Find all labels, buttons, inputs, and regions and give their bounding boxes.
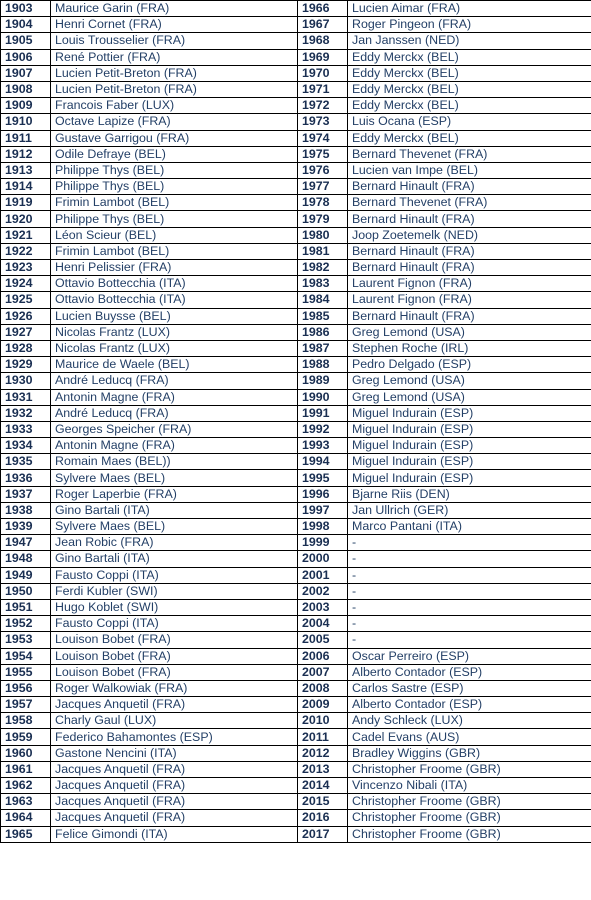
left-winner-cell: Romain Maes (BEL)) bbox=[51, 454, 298, 470]
left-winner-cell: Antonin Magne (FRA) bbox=[51, 389, 298, 405]
table-row bbox=[1, 276, 591, 292]
left-winner-cell: Nicolas Frantz (LUX) bbox=[51, 340, 298, 356]
right-year-cell: 1975 bbox=[298, 146, 348, 162]
right-winner-cell: Cadel Evans (AUS) bbox=[348, 729, 591, 745]
table-row bbox=[1, 729, 591, 745]
right-year-cell: 1972 bbox=[298, 98, 348, 114]
left-year-cell: 1927 bbox=[1, 324, 51, 340]
right-winner-cell: Bjarne Riis (DEN) bbox=[348, 486, 591, 502]
table-row bbox=[1, 308, 591, 324]
left-winner-cell: Jacques Anquetil (FRA) bbox=[51, 810, 298, 826]
left-winner-cell: Felice Gimondi (ITA) bbox=[51, 826, 298, 842]
left-winner-cell: Maurice Garin (FRA) bbox=[51, 1, 298, 17]
right-winner-cell: Andy Schleck (LUX) bbox=[348, 713, 591, 729]
left-year-cell: 1949 bbox=[1, 567, 51, 583]
left-winner-cell: Hugo Koblet (SWI) bbox=[51, 599, 298, 615]
right-year-cell: 1974 bbox=[298, 130, 348, 146]
left-winner-cell: Georges Speicher (FRA) bbox=[51, 421, 298, 437]
table-row bbox=[1, 583, 591, 599]
right-winner-cell: - bbox=[348, 599, 591, 615]
table-row bbox=[1, 195, 591, 211]
right-winner-cell: Pedro Delgado (ESP) bbox=[348, 357, 591, 373]
left-year-cell: 1929 bbox=[1, 357, 51, 373]
table-row bbox=[1, 340, 591, 356]
right-winner-cell: Eddy Merckx (BEL) bbox=[348, 49, 591, 65]
table-row bbox=[1, 778, 591, 794]
left-year-cell: 1952 bbox=[1, 616, 51, 632]
table-row bbox=[1, 567, 591, 583]
right-winner-cell: Carlos Sastre (ESP) bbox=[348, 680, 591, 696]
right-winner-cell: Miguel Indurain (ESP) bbox=[348, 470, 591, 486]
left-year-cell: 1937 bbox=[1, 486, 51, 502]
right-year-cell: 1992 bbox=[298, 421, 348, 437]
right-winner-cell: Miguel Indurain (ESP) bbox=[348, 454, 591, 470]
left-year-cell: 1953 bbox=[1, 632, 51, 648]
right-winner-cell: Lucien van Impe (BEL) bbox=[348, 162, 591, 178]
right-winner-cell: - bbox=[348, 583, 591, 599]
right-year-cell: 2016 bbox=[298, 810, 348, 826]
left-year-cell: 1965 bbox=[1, 826, 51, 842]
right-year-cell: 1983 bbox=[298, 276, 348, 292]
right-year-cell: 1998 bbox=[298, 519, 348, 535]
right-winner-cell: Eddy Merckx (BEL) bbox=[348, 65, 591, 81]
left-winner-cell: Antonin Magne (FRA) bbox=[51, 438, 298, 454]
table-row bbox=[1, 745, 591, 761]
table-row bbox=[1, 616, 591, 632]
right-year-cell: 1969 bbox=[298, 49, 348, 65]
table-row bbox=[1, 1, 591, 17]
right-year-cell: 1982 bbox=[298, 260, 348, 276]
left-winner-cell: Lucien Petit-Breton (FRA) bbox=[51, 65, 298, 81]
table-row bbox=[1, 130, 591, 146]
table-row bbox=[1, 373, 591, 389]
left-year-cell: 1926 bbox=[1, 308, 51, 324]
right-winner-cell: Christopher Froome (GBR) bbox=[348, 761, 591, 777]
right-winner-cell: Eddy Merckx (BEL) bbox=[348, 130, 591, 146]
right-year-cell: 1999 bbox=[298, 535, 348, 551]
table-row bbox=[1, 33, 591, 49]
table-row bbox=[1, 65, 591, 81]
left-winner-cell: Louison Bobet (FRA) bbox=[51, 632, 298, 648]
left-year-cell: 1924 bbox=[1, 276, 51, 292]
right-winner-cell: Christopher Froome (GBR) bbox=[348, 794, 591, 810]
right-winner-cell: Marco Pantani (ITA) bbox=[348, 519, 591, 535]
left-year-cell: 1920 bbox=[1, 211, 51, 227]
left-year-cell: 1932 bbox=[1, 405, 51, 421]
left-year-cell: 1962 bbox=[1, 778, 51, 794]
right-winner-cell: Jan Ullrich (GER) bbox=[348, 502, 591, 518]
left-winner-cell: Nicolas Frantz (LUX) bbox=[51, 324, 298, 340]
right-year-cell: 1988 bbox=[298, 357, 348, 373]
left-winner-cell: Gino Bartali (ITA) bbox=[51, 502, 298, 518]
left-year-cell: 1950 bbox=[1, 583, 51, 599]
right-winner-cell: Alberto Contador (ESP) bbox=[348, 697, 591, 713]
right-winner-cell: Luis Ocana (ESP) bbox=[348, 114, 591, 130]
right-winner-cell: Greg Lemond (USA) bbox=[348, 324, 591, 340]
right-winner-cell: Greg Lemond (USA) bbox=[348, 389, 591, 405]
table-row bbox=[1, 324, 591, 340]
table-row bbox=[1, 470, 591, 486]
right-year-cell: 1997 bbox=[298, 502, 348, 518]
right-year-cell: 2010 bbox=[298, 713, 348, 729]
right-winner-cell: Laurent Fignon (FRA) bbox=[348, 276, 591, 292]
left-year-cell: 1931 bbox=[1, 389, 51, 405]
left-year-cell: 1938 bbox=[1, 502, 51, 518]
left-year-cell: 1934 bbox=[1, 438, 51, 454]
table-row bbox=[1, 502, 591, 518]
right-year-cell: 1967 bbox=[298, 17, 348, 33]
right-year-cell: 1979 bbox=[298, 211, 348, 227]
right-winner-cell: Jan Janssen (NED) bbox=[348, 33, 591, 49]
left-year-cell: 1922 bbox=[1, 243, 51, 259]
right-year-cell: 2006 bbox=[298, 648, 348, 664]
right-year-cell: 1971 bbox=[298, 81, 348, 97]
right-year-cell: 1989 bbox=[298, 373, 348, 389]
right-winner-cell: Oscar Perreiro (ESP) bbox=[348, 648, 591, 664]
right-year-cell: 2008 bbox=[298, 680, 348, 696]
left-winner-cell: Octave Lapize (FRA) bbox=[51, 114, 298, 130]
left-year-cell: 1960 bbox=[1, 745, 51, 761]
table-row bbox=[1, 713, 591, 729]
table-row bbox=[1, 551, 591, 567]
left-winner-cell: Charly Gaul (LUX) bbox=[51, 713, 298, 729]
table-row bbox=[1, 211, 591, 227]
right-year-cell: 1966 bbox=[298, 1, 348, 17]
right-year-cell: 1995 bbox=[298, 470, 348, 486]
table-row bbox=[1, 826, 591, 842]
left-winner-cell: André Leducq (FRA) bbox=[51, 373, 298, 389]
left-winner-cell: Ottavio Bottecchia (ITA) bbox=[51, 276, 298, 292]
table-row bbox=[1, 114, 591, 130]
right-winner-cell: Eddy Merckx (BEL) bbox=[348, 81, 591, 97]
left-year-cell: 1909 bbox=[1, 98, 51, 114]
right-winner-cell: Bernard Hinault (FRA) bbox=[348, 260, 591, 276]
left-winner-cell: René Pottier (FRA) bbox=[51, 49, 298, 65]
left-year-cell: 1921 bbox=[1, 227, 51, 243]
table-row bbox=[1, 389, 591, 405]
right-year-cell: 1991 bbox=[298, 405, 348, 421]
left-winner-cell: Jean Robic (FRA) bbox=[51, 535, 298, 551]
left-year-cell: 1939 bbox=[1, 519, 51, 535]
right-year-cell: 1976 bbox=[298, 162, 348, 178]
right-year-cell: 1996 bbox=[298, 486, 348, 502]
table-row bbox=[1, 162, 591, 178]
left-winner-cell: Sylvere Maes (BEL) bbox=[51, 470, 298, 486]
right-year-cell: 2002 bbox=[298, 583, 348, 599]
left-year-cell: 1923 bbox=[1, 260, 51, 276]
left-winner-cell: Henri Pelissier (FRA) bbox=[51, 260, 298, 276]
table-row bbox=[1, 421, 591, 437]
left-winner-cell: Fausto Coppi (ITA) bbox=[51, 567, 298, 583]
left-year-cell: 1963 bbox=[1, 794, 51, 810]
right-year-cell: 1986 bbox=[298, 324, 348, 340]
table-row bbox=[1, 49, 591, 65]
right-year-cell: 1968 bbox=[298, 33, 348, 49]
left-year-cell: 1903 bbox=[1, 1, 51, 17]
left-year-cell: 1913 bbox=[1, 162, 51, 178]
left-year-cell: 1912 bbox=[1, 146, 51, 162]
left-winner-cell: Francois Faber (LUX) bbox=[51, 98, 298, 114]
left-year-cell: 1919 bbox=[1, 195, 51, 211]
right-winner-cell: - bbox=[348, 551, 591, 567]
right-winner-cell: Bernard Hinault (FRA) bbox=[348, 308, 591, 324]
left-winner-cell: Ferdi Kubler (SWI) bbox=[51, 583, 298, 599]
right-year-cell: 2001 bbox=[298, 567, 348, 583]
left-year-cell: 1955 bbox=[1, 664, 51, 680]
right-year-cell: 1990 bbox=[298, 389, 348, 405]
right-winner-cell: Christopher Froome (GBR) bbox=[348, 810, 591, 826]
left-year-cell: 1956 bbox=[1, 680, 51, 696]
right-winner-cell: Bernard Thevenet (FRA) bbox=[348, 146, 591, 162]
right-winner-cell: Lucien Aimar (FRA) bbox=[348, 1, 591, 17]
right-year-cell: 1984 bbox=[298, 292, 348, 308]
right-year-cell: 2007 bbox=[298, 664, 348, 680]
left-year-cell: 1964 bbox=[1, 810, 51, 826]
right-year-cell: 2004 bbox=[298, 616, 348, 632]
left-year-cell: 1925 bbox=[1, 292, 51, 308]
left-winner-cell: Gustave Garrigou (FRA) bbox=[51, 130, 298, 146]
right-year-cell: 1978 bbox=[298, 195, 348, 211]
left-winner-cell: Frimin Lambot (BEL) bbox=[51, 243, 298, 259]
left-year-cell: 1959 bbox=[1, 729, 51, 745]
table-row bbox=[1, 761, 591, 777]
right-year-cell: 2012 bbox=[298, 745, 348, 761]
right-winner-cell: Miguel Indurain (ESP) bbox=[348, 421, 591, 437]
table-row bbox=[1, 405, 591, 421]
left-winner-cell: Philippe Thys (BEL) bbox=[51, 162, 298, 178]
right-winner-cell: - bbox=[348, 616, 591, 632]
right-year-cell: 1980 bbox=[298, 227, 348, 243]
left-winner-cell: Lucien Petit-Breton (FRA) bbox=[51, 81, 298, 97]
left-winner-cell: André Leducq (FRA) bbox=[51, 405, 298, 421]
table-row bbox=[1, 227, 591, 243]
left-year-cell: 1958 bbox=[1, 713, 51, 729]
right-year-cell: 1973 bbox=[298, 114, 348, 130]
left-winner-cell: Odile Defraye (BEL) bbox=[51, 146, 298, 162]
right-winner-cell: Stephen Roche (IRL) bbox=[348, 340, 591, 356]
right-winner-cell: Miguel Indurain (ESP) bbox=[348, 438, 591, 454]
table-row bbox=[1, 697, 591, 713]
left-year-cell: 1914 bbox=[1, 179, 51, 195]
right-winner-cell: Joop Zoetemelk (NED) bbox=[348, 227, 591, 243]
right-year-cell: 2000 bbox=[298, 551, 348, 567]
table-row bbox=[1, 146, 591, 162]
left-winner-cell: Jacques Anquetil (FRA) bbox=[51, 794, 298, 810]
table-row bbox=[1, 98, 591, 114]
right-winner-cell: Christopher Froome (GBR) bbox=[348, 826, 591, 842]
table-row bbox=[1, 794, 591, 810]
table-row bbox=[1, 632, 591, 648]
right-winner-cell: - bbox=[348, 535, 591, 551]
right-year-cell: 1993 bbox=[298, 438, 348, 454]
left-year-cell: 1906 bbox=[1, 49, 51, 65]
left-winner-cell: Lucien Buysse (BEL) bbox=[51, 308, 298, 324]
left-year-cell: 1948 bbox=[1, 551, 51, 567]
table-row bbox=[1, 535, 591, 551]
right-year-cell: 2009 bbox=[298, 697, 348, 713]
right-year-cell: 1981 bbox=[298, 243, 348, 259]
table-row bbox=[1, 357, 591, 373]
table-row bbox=[1, 179, 591, 195]
left-winner-cell: Henri Cornet (FRA) bbox=[51, 17, 298, 33]
left-winner-cell: Jacques Anquetil (FRA) bbox=[51, 778, 298, 794]
table-row bbox=[1, 648, 591, 664]
right-winner-cell: Alberto Contador (ESP) bbox=[348, 664, 591, 680]
right-winner-cell: Miguel Indurain (ESP) bbox=[348, 405, 591, 421]
left-year-cell: 1907 bbox=[1, 65, 51, 81]
left-winner-cell: Gastone Nencini (ITA) bbox=[51, 745, 298, 761]
left-winner-cell: Louison Bobet (FRA) bbox=[51, 648, 298, 664]
left-year-cell: 1904 bbox=[1, 17, 51, 33]
left-year-cell: 1930 bbox=[1, 373, 51, 389]
table-row bbox=[1, 664, 591, 680]
table-row bbox=[1, 17, 591, 33]
table-row bbox=[1, 260, 591, 276]
right-winner-cell: Bradley Wiggins (GBR) bbox=[348, 745, 591, 761]
left-year-cell: 1928 bbox=[1, 340, 51, 356]
left-winner-cell: Frimin Lambot (BEL) bbox=[51, 195, 298, 211]
table-row bbox=[1, 599, 591, 615]
right-winner-cell: Bernard Hinault (FRA) bbox=[348, 179, 591, 195]
winners-table-body bbox=[1, 1, 591, 843]
left-winner-cell: Jacques Anquetil (FRA) bbox=[51, 761, 298, 777]
left-year-cell: 1910 bbox=[1, 114, 51, 130]
left-winner-cell: Philippe Thys (BEL) bbox=[51, 211, 298, 227]
left-winner-cell: Jacques Anquetil (FRA) bbox=[51, 697, 298, 713]
left-year-cell: 1957 bbox=[1, 697, 51, 713]
right-year-cell: 2015 bbox=[298, 794, 348, 810]
right-year-cell: 2014 bbox=[298, 778, 348, 794]
left-year-cell: 1951 bbox=[1, 599, 51, 615]
table-row bbox=[1, 810, 591, 826]
table-row bbox=[1, 454, 591, 470]
right-winner-cell: Eddy Merckx (BEL) bbox=[348, 98, 591, 114]
left-winner-cell: Roger Laperbie (FRA) bbox=[51, 486, 298, 502]
right-year-cell: 2013 bbox=[298, 761, 348, 777]
left-year-cell: 1935 bbox=[1, 454, 51, 470]
right-winner-cell: Laurent Fignon (FRA) bbox=[348, 292, 591, 308]
left-year-cell: 1947 bbox=[1, 535, 51, 551]
left-year-cell: 1954 bbox=[1, 648, 51, 664]
table-row bbox=[1, 486, 591, 502]
right-year-cell: 1977 bbox=[298, 179, 348, 195]
table-row bbox=[1, 519, 591, 535]
left-year-cell: 1961 bbox=[1, 761, 51, 777]
left-winner-cell: Louis Trousselier (FRA) bbox=[51, 33, 298, 49]
right-winner-cell: - bbox=[348, 632, 591, 648]
right-winner-cell: Vincenzo Nibali (ITA) bbox=[348, 778, 591, 794]
left-year-cell: 1936 bbox=[1, 470, 51, 486]
right-winner-cell: Bernard Hinault (FRA) bbox=[348, 243, 591, 259]
table-row bbox=[1, 680, 591, 696]
left-winner-cell: Louison Bobet (FRA) bbox=[51, 664, 298, 680]
left-winner-cell: Maurice de Waele (BEL) bbox=[51, 357, 298, 373]
table-row bbox=[1, 438, 591, 454]
left-winner-cell: Gino Bartali (ITA) bbox=[51, 551, 298, 567]
right-year-cell: 1994 bbox=[298, 454, 348, 470]
left-winner-cell: Philippe Thys (BEL) bbox=[51, 179, 298, 195]
right-winner-cell: Bernard Thevenet (FRA) bbox=[348, 195, 591, 211]
right-winner-cell: Greg Lemond (USA) bbox=[348, 373, 591, 389]
left-winner-cell: Léon Scieur (BEL) bbox=[51, 227, 298, 243]
table-row bbox=[1, 243, 591, 259]
right-year-cell: 2003 bbox=[298, 599, 348, 615]
right-year-cell: 2011 bbox=[298, 729, 348, 745]
table-row bbox=[1, 81, 591, 97]
left-year-cell: 1933 bbox=[1, 421, 51, 437]
right-year-cell: 2017 bbox=[298, 826, 348, 842]
left-winner-cell: Federico Bahamontes (ESP) bbox=[51, 729, 298, 745]
left-winner-cell: Ottavio Bottecchia (ITA) bbox=[51, 292, 298, 308]
right-year-cell: 1987 bbox=[298, 340, 348, 356]
left-winner-cell: Sylvere Maes (BEL) bbox=[51, 519, 298, 535]
table-row bbox=[1, 292, 591, 308]
left-winner-cell: Fausto Coppi (ITA) bbox=[51, 616, 298, 632]
left-year-cell: 1908 bbox=[1, 81, 51, 97]
right-winner-cell: - bbox=[348, 567, 591, 583]
right-winner-cell: Roger Pingeon (FRA) bbox=[348, 17, 591, 33]
right-year-cell: 1985 bbox=[298, 308, 348, 324]
left-year-cell: 1911 bbox=[1, 130, 51, 146]
right-year-cell: 1970 bbox=[298, 65, 348, 81]
right-winner-cell: Bernard Hinault (FRA) bbox=[348, 211, 591, 227]
right-year-cell: 2005 bbox=[298, 632, 348, 648]
left-year-cell: 1905 bbox=[1, 33, 51, 49]
left-winner-cell: Roger Walkowiak (FRA) bbox=[51, 680, 298, 696]
